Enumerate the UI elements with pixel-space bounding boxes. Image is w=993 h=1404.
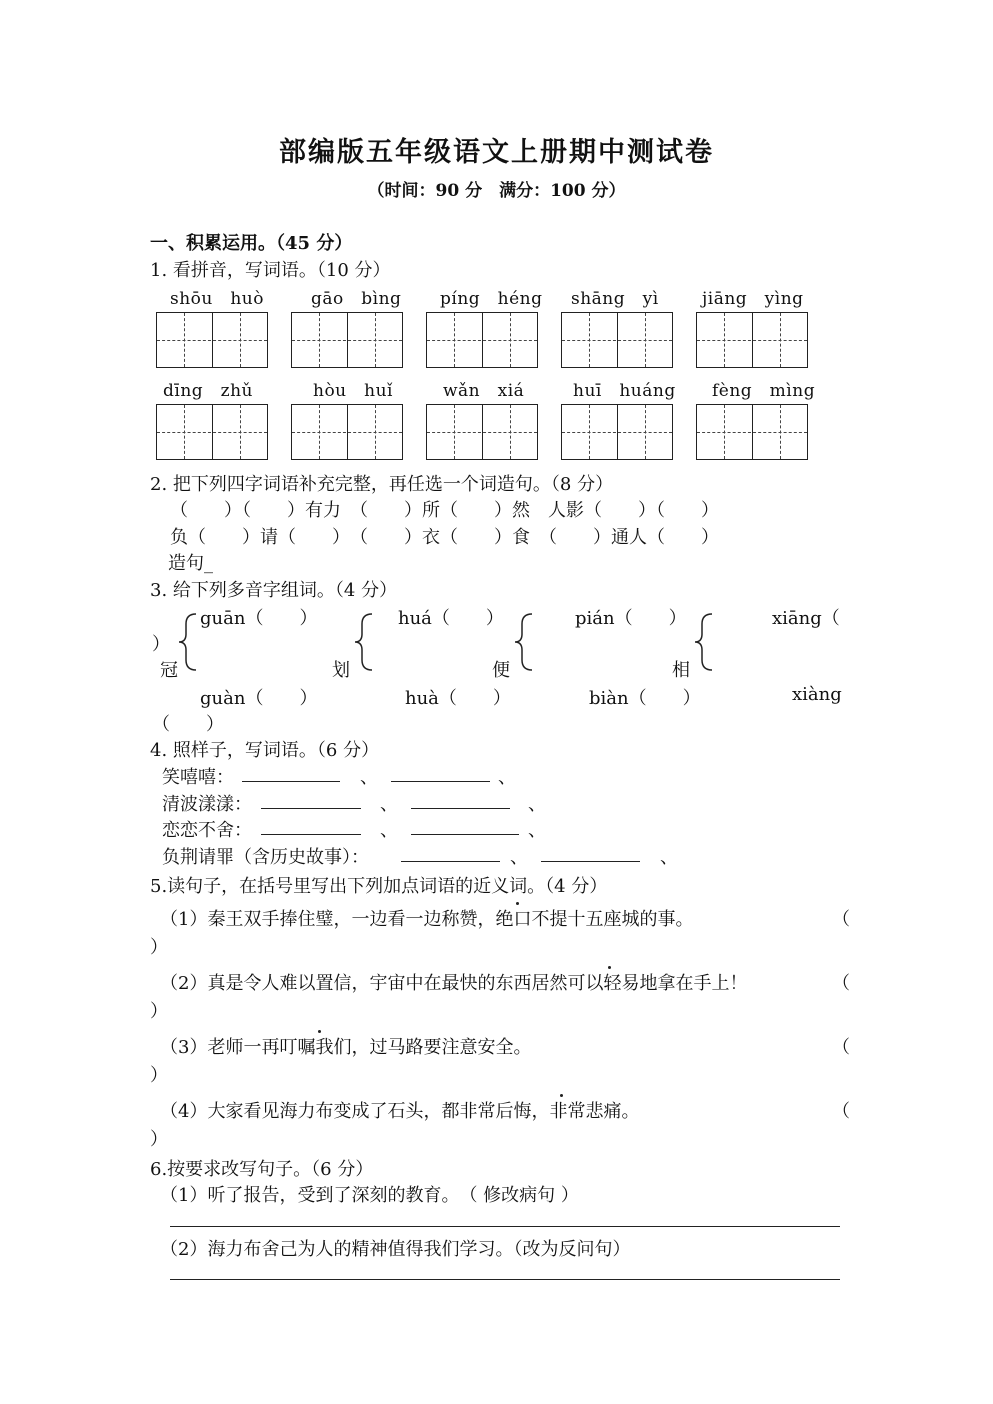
sentence-item: （1）秦王双手捧住璧，一边看一边称赞，绝口不提十五座城的事。 [160, 909, 694, 930]
example-word: 负荆请罪（含历史故事）： [162, 847, 369, 868]
sentence-item: （4）大家看见海力布变成了石头，都非常后悔，非常悲痛。 [160, 1101, 640, 1122]
answer-paren-open[interactable]: （ [832, 1101, 850, 1122]
emphasis-dot [318, 1030, 321, 1033]
answer-paren-close: ） [150, 1129, 168, 1150]
sentence-item: （2）真是令人难以置信，宇宙中在最快的东西居然可以轻易地拿在手上！ [160, 973, 748, 994]
pinyin-2: gāo bìng [311, 289, 402, 309]
answer-blank[interactable] [391, 781, 490, 782]
answer-blank[interactable] [242, 781, 340, 782]
answer-line[interactable] [170, 1279, 840, 1280]
emphasis-dot [608, 966, 611, 969]
brace-icon [352, 612, 376, 672]
writing-grid[interactable] [426, 404, 538, 460]
writing-grid[interactable] [696, 404, 808, 460]
question-2-heading: 2. 把下列四字词语补充完整，再任选一个词造句。（8 分） [150, 474, 614, 495]
rewrite-item: （1）听了报告，受到了深刻的教育。 （ 修改病句 ） [160, 1185, 579, 1206]
pinyin-4: shāng yì [571, 289, 659, 309]
reading-top[interactable]: xiāng（ [772, 608, 840, 629]
separator: 、 [380, 794, 398, 815]
answer-paren-open[interactable]: （ [832, 973, 850, 994]
separator: 、 [528, 794, 546, 815]
writing-grid[interactable] [291, 404, 403, 460]
writing-grid[interactable] [696, 312, 808, 368]
page-title: 部编版五年级语文上册期中测试卷 [279, 137, 714, 168]
answer-blank[interactable] [541, 861, 640, 862]
reading-bottom[interactable]: guàn（ ） [200, 688, 318, 709]
writing-grid[interactable] [291, 312, 403, 368]
exam-info: （时间：90 分 满分：100 分） [367, 181, 626, 201]
answer-paren-close: ） [150, 1001, 168, 1022]
answer-paren-open[interactable]: （ [832, 1037, 850, 1058]
example-word: 笑嘻嘻： [162, 767, 234, 788]
example-word: 恋恋不舍： [162, 820, 252, 841]
polyphonic-char: 便 [492, 660, 510, 681]
answer-blank[interactable] [401, 861, 500, 862]
writing-grid[interactable] [426, 312, 538, 368]
separator: 、 [660, 847, 678, 868]
reading-bottom[interactable]: xiàng [792, 684, 842, 705]
rewrite-item: （2）海力布舍己为人的精神值得我们学习。（改为反问句） [160, 1239, 631, 1260]
emphasis-dot [516, 902, 519, 905]
answer-blank[interactable] [411, 808, 510, 809]
answer-line[interactable] [170, 1226, 840, 1227]
question-6-heading: 6.按要求改写句子。（6 分） [150, 1159, 374, 1180]
question-4-heading: 4. 照样子，写词语。（6 分） [150, 740, 380, 761]
separator: 、 [510, 847, 528, 868]
polyphonic-char: 冠 [160, 660, 178, 681]
separator: 、 [528, 820, 546, 841]
answer-blank[interactable] [261, 834, 361, 835]
answer-paren-close: ） [150, 1065, 168, 1086]
answer-blank[interactable] [411, 834, 519, 835]
pinyin-1: shōu huò [170, 289, 264, 309]
section-heading: 一、积累运用。（45 分） [150, 233, 353, 254]
separator: 、 [360, 767, 378, 788]
reading-top[interactable]: huá（ ） [398, 608, 504, 629]
polyphonic-char: 划 [332, 660, 350, 681]
pinyin-7: hòu huǐ [313, 381, 393, 401]
answer-paren-open[interactable]: （ [832, 909, 850, 930]
question-1-heading: 1. 看拼音，写词语。（10 分） [150, 260, 391, 281]
reading-top[interactable]: guān（ ） [200, 608, 318, 629]
separator: 、 [498, 767, 516, 788]
writing-grid[interactable] [156, 404, 268, 460]
pinyin-10: fèng mìng [712, 381, 816, 401]
brace-icon [176, 612, 200, 672]
writing-grid[interactable] [156, 312, 268, 368]
pinyin-3: píng héng [440, 289, 543, 309]
pinyin-8: wǎn xiá [443, 381, 525, 401]
idiom-line-2[interactable]: 负（ ）请（ ） （ ）衣（ ）食 （ ）通人（ ） [170, 527, 719, 548]
brace-icon [692, 612, 716, 672]
writing-grid[interactable] [561, 312, 673, 368]
sentence-item: （3）老师一再叮嘱我们，过马路要注意安全。 [160, 1037, 532, 1058]
writing-grid[interactable] [561, 404, 673, 460]
wrap-paren: （ ） [152, 714, 224, 735]
brace-icon [512, 612, 536, 672]
question-5-heading: 5.读句子，在括号里写出下列加点词语的近义词。（4 分） [150, 876, 608, 897]
answer-blank[interactable] [261, 808, 361, 809]
reading-bottom[interactable]: biàn（ ） [589, 688, 701, 709]
example-word: 清波漾漾： [162, 794, 252, 815]
separator: 、 [380, 820, 398, 841]
polyphonic-char: 相 [672, 660, 690, 681]
pinyin-5: jiāng yìng [702, 289, 804, 309]
sentence-prompt[interactable]: 造句_ [168, 553, 213, 574]
reading-bottom[interactable]: huà（ ） [405, 688, 511, 709]
answer-paren-close: ） [150, 937, 168, 958]
wrap-paren: ） [152, 634, 170, 655]
pinyin-9: huī huáng [573, 381, 676, 401]
reading-top[interactable]: pián（ ） [575, 608, 687, 629]
pinyin-6: dīng zhǔ [163, 381, 254, 401]
question-3-heading: 3. 给下列多音字组词。（4 分） [150, 580, 398, 601]
idiom-line-1[interactable]: （ ）（ ）有力 （ ）所（ ）然 人影（ ）（ ） [170, 500, 719, 521]
emphasis-dot [560, 1094, 563, 1097]
